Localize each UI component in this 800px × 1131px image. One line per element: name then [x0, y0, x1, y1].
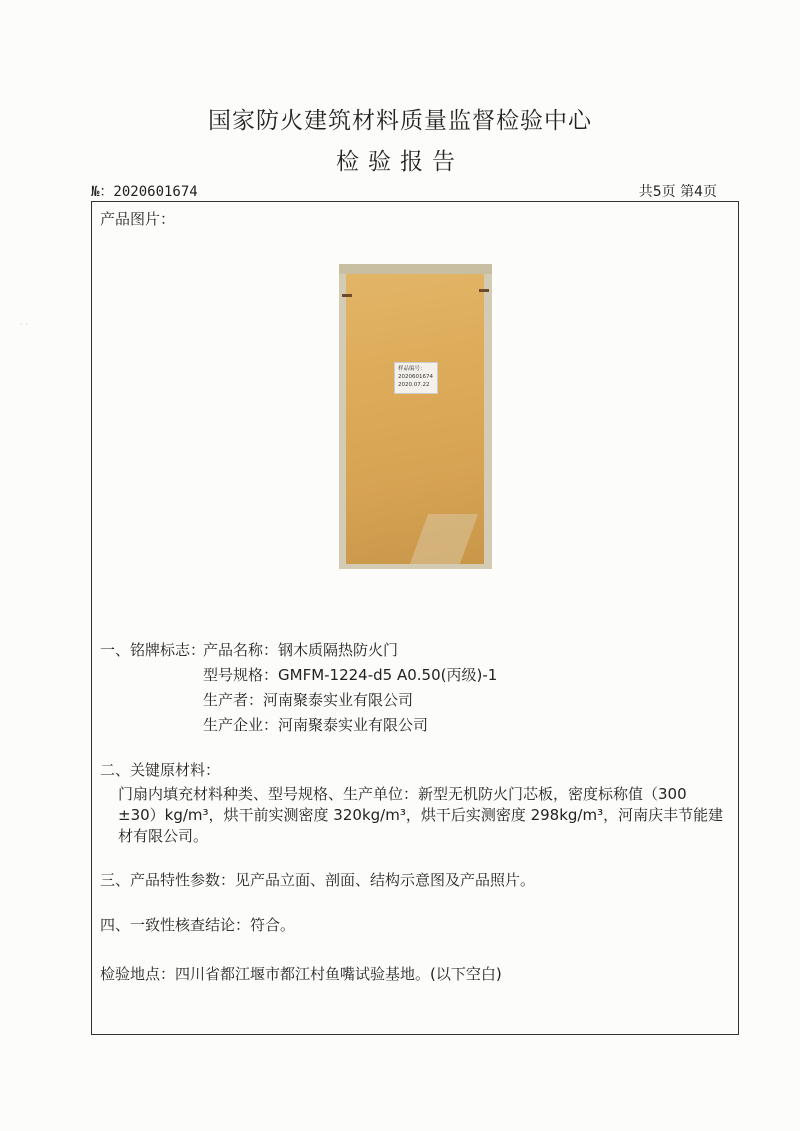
door-frame-top: [339, 264, 492, 274]
report-type-title: 检验报告: [336, 149, 464, 175]
page-indicator: 共5页 第4页: [638, 184, 717, 200]
consistency-conclusion: 四、一致性核查结论：符合。: [100, 916, 296, 934]
report-org-title: 国家防火建筑材料质量监督检验中心: [208, 108, 592, 134]
sample-label-line-2: 2020601674: [398, 374, 433, 380]
product-photo: [339, 264, 492, 569]
sample-label: [394, 362, 438, 394]
door-hinge: [479, 289, 489, 292]
materials-line-2: ±30）kg/m³，烘干前实测密度 320kg/m³，烘干后实测密度 298kg/m³，河南庆丰节能建: [118, 806, 724, 824]
inspection-location: 检验地点：四川省都江堰市都江村鱼嘴试验基地。(以下空白): [100, 965, 502, 983]
product-model: 型号规格：GMFM-1224-d5 A0.50(丙级)-1: [203, 666, 498, 684]
photo-section-heading: 产品图片：: [100, 210, 176, 228]
manufacturer: 生产企业：河南聚泰实业有限公司: [203, 716, 429, 734]
sample-label-line-1: 样品编号：: [398, 366, 426, 372]
sample-label-line-3: 2020.07.22: [398, 382, 430, 388]
producer: 生产者：河南聚泰实业有限公司: [203, 691, 414, 709]
report-number: №：2020601674: [91, 184, 198, 200]
materials-line-3: 材有限公司。: [118, 827, 209, 845]
materials-line-1: 门扇内填充材料种类、型号规格、生产单位：新型无机防火门芯板，密度标称值（300: [118, 785, 687, 803]
nameplate-heading: 一、铭牌标志：: [100, 641, 206, 659]
scan-specks: · ·: [20, 320, 28, 329]
product-parameters: 三、产品特性参数：见产品立面、剖面、结构示意图及产品照片。: [100, 871, 536, 889]
door-hinge: [342, 294, 352, 297]
product-name: 产品名称：钢木质隔热防火门: [203, 641, 399, 659]
materials-heading: 二、关键原材料：: [100, 761, 221, 779]
